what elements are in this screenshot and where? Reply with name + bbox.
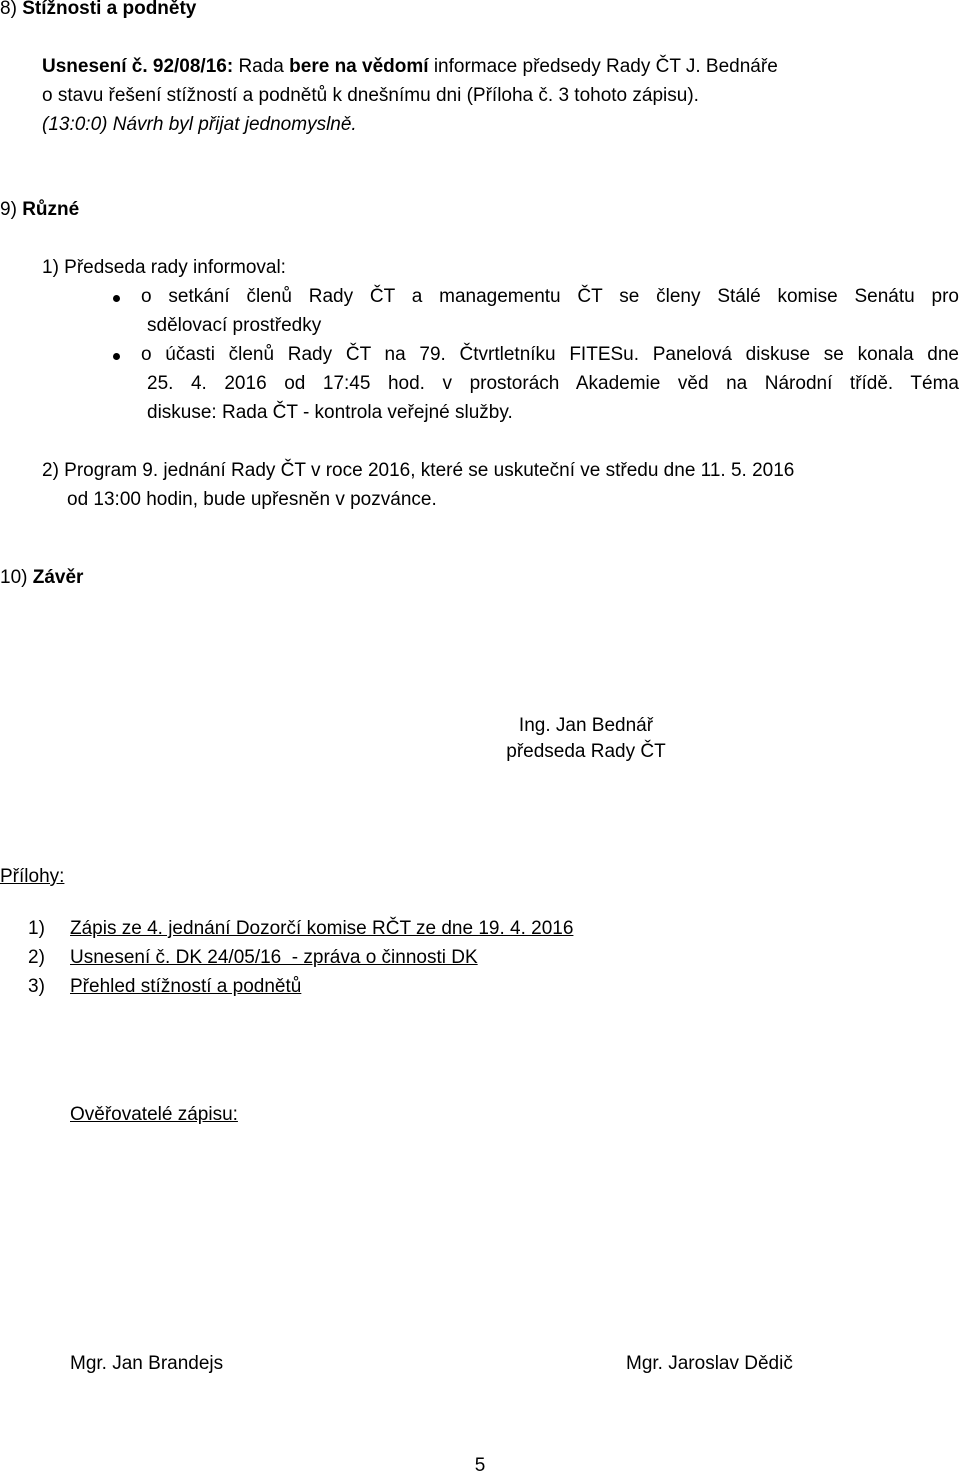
item-2-line-1: 2) Program 9. jednání Rady ČT v roce 2016, které se uskuteční ve středu dne 11. 5. 2016 — [42, 460, 795, 481]
attachment-3-number: 3) — [28, 976, 45, 997]
section-10-number: 10) — [0, 567, 28, 588]
section-8-title: Stížnosti a podněty — [22, 0, 197, 19]
verifier-1-name: Mgr. Jan Brandejs — [70, 1353, 224, 1374]
resolution-line-1 — [42, 52, 778, 81]
resolution-bold-a: bere na vědomí — [289, 56, 429, 77]
section-8-number: 8) — [0, 0, 17, 19]
bullet-2-line-3: diskuse: Rada ČT - kontrola veřejné služby. — [147, 402, 513, 423]
bullet-icon — [113, 353, 120, 360]
section-9-title: Různé — [22, 199, 80, 220]
verifiers-heading: Ověřovatelé zápisu: — [70, 1104, 238, 1125]
bullet-icon — [113, 295, 120, 302]
section-9-number: 9) — [0, 199, 17, 220]
bullet-2-line-2: 25. 4. 2016 od 17:45 hod. v prostorách Akademie věd na Národní třídě. Téma — [147, 373, 959, 394]
verifier-2-name: Mgr. Jaroslav Dědič — [626, 1353, 793, 1374]
resolution-vote: (13:0:0) Návrh byl přijat jednomyslně. — [42, 114, 357, 135]
attachments-heading: Přílohy: — [0, 866, 65, 887]
section-10-title: Závěr — [32, 567, 84, 588]
bullet-2-line-1: o účasti členů Rady ČT na 79. Čtvrtletníku FITESu. Panelová diskuse se konala dne — [141, 344, 959, 365]
page-number: 5 — [474, 1455, 486, 1476]
resolution-text-b: informace předsedy Rady ČT J. Bednáře — [433, 56, 778, 77]
section-9-heading — [0, 195, 79, 224]
attachment-1-number: 1) — [28, 918, 45, 939]
resolution-line-2: o stavu řešení stížností a podnětů k dnešnímu dni (Příloha č. 3 tohoto zápisu). — [42, 85, 699, 106]
resolution-label: Usnesení č. 92/08/16: — [42, 56, 234, 77]
bullet-1-line-2: sdělovací prostředky — [147, 315, 322, 336]
resolution-text-a: Rada — [238, 56, 284, 77]
bullet-1-line-1: o setkání členů Rady ČT a managementu ČT se členy Stálé komise Senátu pro — [141, 286, 959, 307]
signature-name: Ing. Jan Bednář — [518, 715, 654, 736]
attachment-2-number: 2) — [28, 947, 45, 968]
section-10-heading — [0, 563, 83, 592]
attachment-2-link[interactable]: Usnesení č. DK 24/05/16 - zpráva o činnosti DK — [70, 947, 478, 968]
signature-role: předseda Rady ČT — [506, 741, 666, 762]
attachment-3-link[interactable]: Přehled stížností a podnětů — [70, 976, 302, 997]
attachment-1-link[interactable]: Zápis ze 4. jednání Dozorčí komise RČT ze dne 19. 4. 2016 — [70, 918, 574, 939]
item-2-line-2: od 13:00 hodin, bude upřesněn v pozvánce. — [67, 489, 437, 510]
item-1-label: 1) Předseda rady informoval: — [42, 257, 286, 278]
section-8-heading — [0, 0, 196, 23]
